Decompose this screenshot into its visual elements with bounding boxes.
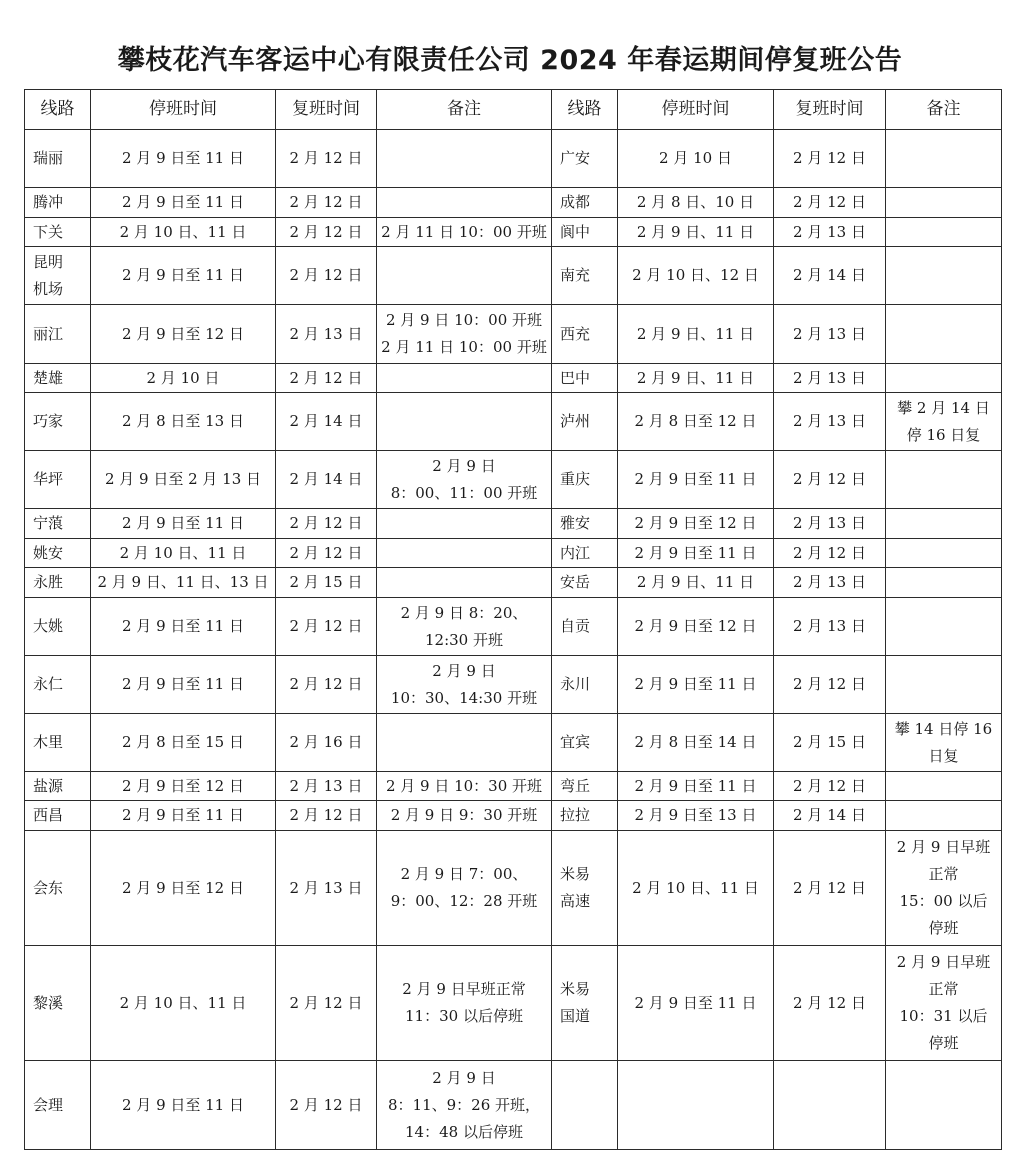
route-right	[552, 598, 618, 656]
note-right	[886, 188, 1002, 218]
resume-date-left: 2 月 14 日	[276, 393, 377, 451]
cell-line: 南充	[560, 266, 591, 284]
header-note-right: 备注	[886, 90, 1002, 130]
cell-line: 15：00 以后	[899, 892, 988, 910]
header-suspend-left: 停班时间	[91, 90, 276, 130]
note-right	[886, 393, 1002, 451]
suspend-date-right: 2 月 9 日至 12 日	[618, 509, 774, 539]
resume-date-left: 2 月 12 日	[276, 946, 377, 1061]
note-left	[377, 393, 552, 451]
suspend-date-right: 2 月 9 日至 12 日	[618, 598, 774, 656]
resume-date-right: 2 月 12 日	[774, 946, 886, 1061]
cell-line: 2 月 9 日 7：00、	[400, 865, 528, 883]
cell-line: 西昌	[33, 806, 64, 824]
cell-line: 楚雄	[33, 368, 64, 387]
header-resume-left: 复班时间	[276, 90, 377, 130]
suspend-date-left: 2 月 9 日至 12 日	[91, 305, 276, 364]
note-left	[377, 539, 552, 568]
cell-line: 2 月 9 日	[432, 661, 496, 680]
cell-line: 西充	[560, 324, 591, 343]
resume-date-left: 2 月 13 日	[276, 831, 377, 946]
suspend-date-left: 2 月 9 日至 11 日	[91, 188, 276, 218]
suspend-date-left: 2 月 9 日至 11 日	[91, 1061, 276, 1150]
resume-date-right: 2 月 14 日	[774, 801, 886, 831]
cell-line: 宜宾	[560, 733, 591, 751]
header-resume-right: 复班时间	[774, 90, 886, 130]
note-left	[377, 130, 552, 188]
table-row	[25, 188, 1002, 218]
route-left	[25, 509, 91, 539]
note-right	[886, 305, 1002, 364]
route-right	[552, 946, 618, 1061]
suspend-date-left: 2 月 10 日、11 日	[91, 218, 276, 247]
resume-date-left: 2 月 12 日	[276, 1061, 377, 1150]
cell-line: 2 月 9 日早班	[896, 953, 991, 971]
suspend-date-right: 2 月 9 日至 11 日	[618, 451, 774, 509]
table-row	[25, 656, 1002, 714]
resume-date-right: 2 月 15 日	[774, 714, 886, 772]
note-left	[377, 218, 552, 247]
note-left	[377, 305, 552, 364]
suspend-date-left: 2 月 10 日	[91, 364, 276, 393]
cell-line: 会东	[33, 878, 64, 897]
note-left	[377, 247, 552, 305]
route-right	[552, 714, 618, 772]
cell-line: 高速	[560, 892, 591, 910]
resume-date-left: 2 月 15 日	[276, 568, 377, 598]
resume-date-left: 2 月 12 日	[276, 130, 377, 188]
route-right	[552, 568, 618, 598]
cell-line: 自贡	[560, 617, 591, 635]
cell-line: 重庆	[560, 470, 591, 488]
suspend-date-left: 2 月 9 日至 11 日	[91, 247, 276, 305]
route-left	[25, 364, 91, 393]
cell-line: 2 月 11 日 10：00 开班	[381, 338, 547, 356]
cell-line: 2 月 11 日 10：00 开班	[381, 222, 547, 241]
cell-line: 10：30、14:30 开班	[390, 688, 538, 707]
resume-date-left: 2 月 12 日	[276, 656, 377, 714]
resume-date-right: 2 月 13 日	[774, 568, 886, 598]
cell-line: 米易	[560, 980, 591, 998]
suspend-date-left: 2 月 9 日、11 日、13 日	[91, 568, 276, 598]
resume-date-right: 2 月 12 日	[774, 188, 886, 218]
route-right	[552, 539, 618, 568]
suspend-date-right	[618, 1061, 774, 1150]
note-right	[886, 539, 1002, 568]
suspend-date-right: 2 月 10 日、12 日	[618, 247, 774, 305]
table-row	[25, 801, 1002, 831]
note-left	[377, 451, 552, 509]
suspend-date-right: 2 月 8 日至 12 日	[618, 393, 774, 451]
header-row	[25, 90, 1002, 130]
note-right	[886, 568, 1002, 598]
cell-line: 黎溪	[33, 993, 64, 1012]
header-route-left: 线路	[25, 90, 91, 130]
suspend-date-right: 2 月 10 日、11 日	[618, 831, 774, 946]
cell-line: 永胜	[33, 573, 64, 591]
note-left	[377, 598, 552, 656]
resume-date-left: 2 月 16 日	[276, 714, 377, 772]
suspend-date-left: 2 月 8 日至 15 日	[91, 714, 276, 772]
route-left	[25, 305, 91, 364]
suspend-date-left: 2 月 9 日至 11 日	[91, 801, 276, 831]
note-right	[886, 772, 1002, 801]
resume-date-right: 2 月 13 日	[774, 364, 886, 393]
cell-line: 成都	[560, 193, 591, 211]
table-row	[25, 364, 1002, 393]
suspend-date-right: 2 月 10 日	[618, 130, 774, 188]
route-right	[552, 1061, 618, 1150]
note-left	[377, 656, 552, 714]
cell-line: 8：11、9：26 开班，	[387, 1095, 541, 1114]
route-right	[552, 305, 618, 364]
cell-line: 宁蒗	[33, 514, 64, 532]
header-suspend-right: 停班时间	[618, 90, 774, 130]
suspend-date-right: 2 月 9 日至 13 日	[618, 801, 774, 831]
table-row	[25, 598, 1002, 656]
note-right	[886, 364, 1002, 393]
resume-date-right: 2 月 13 日	[774, 598, 886, 656]
route-right	[552, 130, 618, 188]
note-right	[886, 831, 1002, 946]
suspend-date-right: 2 月 9 日、11 日	[618, 218, 774, 247]
resume-date-right: 2 月 14 日	[774, 247, 886, 305]
suspend-date-left: 2 月 9 日至 12 日	[91, 831, 276, 946]
suspend-date-left: 2 月 9 日至 11 日	[91, 130, 276, 188]
cell-line: 停班	[928, 919, 959, 937]
cell-line: 日复	[928, 746, 959, 765]
table-row	[25, 305, 1002, 364]
cell-line: 巴中	[560, 368, 591, 387]
cell-line: 14：48 以后停班	[405, 1122, 523, 1141]
table-row	[25, 509, 1002, 539]
route-left	[25, 539, 91, 568]
cell-line: 永川	[560, 675, 591, 693]
route-left	[25, 1061, 91, 1150]
resume-date-left: 2 月 12 日	[276, 509, 377, 539]
note-left	[377, 188, 552, 218]
cell-line: 正常	[928, 865, 959, 883]
cell-line: 11：30 以后停班	[405, 1007, 523, 1025]
note-left	[377, 714, 552, 772]
route-left	[25, 451, 91, 509]
cell-line: 永仁	[33, 675, 64, 693]
cell-line: 8：00、11：00 开班	[390, 483, 538, 502]
cell-line: 12:30 开班	[425, 630, 503, 649]
cell-line: 盐源	[33, 776, 64, 795]
resume-date-right	[774, 1061, 886, 1150]
note-right	[886, 451, 1002, 509]
resume-date-left: 2 月 12 日	[276, 364, 377, 393]
table-row	[25, 451, 1002, 509]
table-row	[25, 568, 1002, 598]
cell-line: 丽江	[33, 324, 64, 343]
cell-line: 停班	[928, 1034, 959, 1052]
cell-line: 攀 2 月 14 日	[897, 398, 990, 417]
suspend-date-left: 2 月 10 日、11 日	[91, 946, 276, 1061]
table-row	[25, 714, 1002, 772]
suspend-date-right: 2 月 8 日至 14 日	[618, 714, 774, 772]
resume-date-left: 2 月 12 日	[276, 598, 377, 656]
cell-line: 广安	[560, 149, 591, 167]
suspend-date-right: 2 月 9 日至 11 日	[618, 946, 774, 1061]
note-right	[886, 801, 1002, 831]
cell-line: 2 月 9 日 10：00 开班	[385, 311, 543, 329]
cell-line: 2 月 9 日 9：30 开班	[390, 806, 538, 824]
note-left	[377, 946, 552, 1061]
suspend-date-right: 2 月 9 日、11 日	[618, 568, 774, 598]
note-right	[886, 218, 1002, 247]
resume-date-left: 2 月 14 日	[276, 451, 377, 509]
route-left	[25, 831, 91, 946]
note-left	[377, 1061, 552, 1150]
table-row	[25, 218, 1002, 247]
cell-line: 2 月 9 日	[432, 1068, 496, 1087]
route-left	[25, 656, 91, 714]
header-note-left: 备注	[377, 90, 552, 130]
cell-line: 泸州	[560, 412, 591, 430]
cell-line: 拉拉	[560, 806, 591, 824]
suspend-date-left: 2 月 9 日至 11 日	[91, 656, 276, 714]
resume-date-left: 2 月 12 日	[276, 539, 377, 568]
resume-date-right: 2 月 13 日	[774, 218, 886, 247]
resume-date-left: 2 月 12 日	[276, 801, 377, 831]
route-left	[25, 130, 91, 188]
cell-line: 腾冲	[33, 193, 64, 211]
cell-line: 华坪	[33, 470, 64, 488]
cell-line: 瑞丽	[33, 149, 64, 167]
route-left	[25, 218, 91, 247]
cell-line: 国道	[560, 1007, 591, 1025]
header-route-right: 线路	[552, 90, 618, 130]
resume-date-right: 2 月 12 日	[774, 130, 886, 188]
route-right	[552, 831, 618, 946]
suspend-date-left: 2 月 9 日至 11 日	[91, 509, 276, 539]
resume-date-right: 2 月 13 日	[774, 509, 886, 539]
cell-line: 机场	[33, 279, 64, 298]
cell-line: 9：00、12：28 开班	[390, 892, 538, 910]
cell-line: 下关	[33, 222, 64, 241]
resume-date-left: 2 月 12 日	[276, 188, 377, 218]
cell-line: 2 月 9 日早班正常	[402, 980, 526, 998]
note-left	[377, 364, 552, 393]
suspend-date-left: 2 月 10 日、11 日	[91, 539, 276, 568]
note-right	[886, 946, 1002, 1061]
suspend-date-left: 2 月 8 日至 13 日	[91, 393, 276, 451]
cell-line: 攀 14 日停 16	[894, 719, 993, 738]
route-right	[552, 451, 618, 509]
route-right	[552, 364, 618, 393]
resume-date-right: 2 月 12 日	[774, 772, 886, 801]
table-row	[25, 946, 1002, 1061]
resume-date-right: 2 月 12 日	[774, 451, 886, 509]
note-left	[377, 831, 552, 946]
schedule-table	[24, 89, 1002, 1150]
route-right	[552, 801, 618, 831]
note-left	[377, 772, 552, 801]
table-row	[25, 1061, 1002, 1150]
table-row	[25, 393, 1002, 451]
cell-line: 10：31 以后	[899, 1007, 988, 1025]
cell-line: 昆明	[33, 252, 64, 271]
route-left	[25, 247, 91, 305]
schedule-body	[25, 130, 1002, 1150]
note-right	[886, 714, 1002, 772]
route-right	[552, 188, 618, 218]
resume-date-right: 2 月 12 日	[774, 539, 886, 568]
route-left	[25, 393, 91, 451]
suspend-date-right: 2 月 9 日至 11 日	[618, 772, 774, 801]
cell-line: 正常	[928, 980, 959, 998]
cell-line: 2 月 9 日 8：20、	[400, 603, 528, 622]
resume-date-right: 2 月 12 日	[774, 656, 886, 714]
cell-line: 弯丘	[560, 776, 591, 795]
route-left	[25, 801, 91, 831]
cell-line: 停 16 日复	[906, 425, 981, 444]
note-left	[377, 568, 552, 598]
resume-date-left: 2 月 13 日	[276, 305, 377, 364]
route-left	[25, 598, 91, 656]
suspend-date-left: 2 月 9 日至 2 月 13 日	[91, 451, 276, 509]
route-left	[25, 188, 91, 218]
cell-line: 2 月 9 日	[432, 456, 496, 475]
cell-line: 木里	[33, 733, 64, 751]
route-left	[25, 568, 91, 598]
suspend-date-right: 2 月 9 日至 11 日	[618, 656, 774, 714]
cell-line: 2 月 9 日 10：30 开班	[385, 776, 543, 795]
cell-line: 内江	[560, 543, 591, 562]
resume-date-left: 2 月 12 日	[276, 218, 377, 247]
cell-line: 会理	[33, 1095, 64, 1114]
suspend-date-right: 2 月 8 日、10 日	[618, 188, 774, 218]
note-right	[886, 247, 1002, 305]
note-left	[377, 509, 552, 539]
table-row	[25, 130, 1002, 188]
resume-date-right: 2 月 13 日	[774, 393, 886, 451]
cell-line: 雅安	[560, 514, 591, 532]
table-row	[25, 247, 1002, 305]
suspend-date-right: 2 月 9 日至 11 日	[618, 539, 774, 568]
table-row	[25, 539, 1002, 568]
cell-line: 阆中	[560, 222, 591, 241]
notice-title: 攀枝花汽车客运中心有限责任公司 2024 年春运期间停复班公告	[117, 45, 903, 76]
route-right	[552, 772, 618, 801]
resume-date-right: 2 月 12 日	[774, 831, 886, 946]
table-row	[25, 831, 1002, 946]
route-left	[25, 714, 91, 772]
route-right	[552, 393, 618, 451]
note-right	[886, 130, 1002, 188]
suspend-date-right: 2 月 9 日、11 日	[618, 305, 774, 364]
note-left	[377, 801, 552, 831]
route-left	[25, 946, 91, 1061]
resume-date-right: 2 月 13 日	[774, 305, 886, 364]
cell-line: 大姚	[33, 617, 64, 635]
note-right	[886, 598, 1002, 656]
cell-line: 安岳	[560, 573, 591, 591]
note-right	[886, 509, 1002, 539]
suspend-date-right: 2 月 9 日、11 日	[618, 364, 774, 393]
cell-line: 巧家	[33, 412, 64, 430]
table-row	[25, 772, 1002, 801]
route-right	[552, 247, 618, 305]
resume-date-left: 2 月 12 日	[276, 247, 377, 305]
route-right	[552, 218, 618, 247]
route-right	[552, 656, 618, 714]
note-right	[886, 1061, 1002, 1150]
route-left	[25, 772, 91, 801]
suspend-date-left: 2 月 9 日至 11 日	[91, 598, 276, 656]
suspend-date-left: 2 月 9 日至 12 日	[91, 772, 276, 801]
cell-line: 姚安	[33, 543, 64, 562]
cell-line: 2 月 9 日早班	[896, 838, 991, 856]
cell-line: 米易	[560, 865, 591, 883]
note-right	[886, 656, 1002, 714]
route-right	[552, 509, 618, 539]
resume-date-left: 2 月 13 日	[276, 772, 377, 801]
